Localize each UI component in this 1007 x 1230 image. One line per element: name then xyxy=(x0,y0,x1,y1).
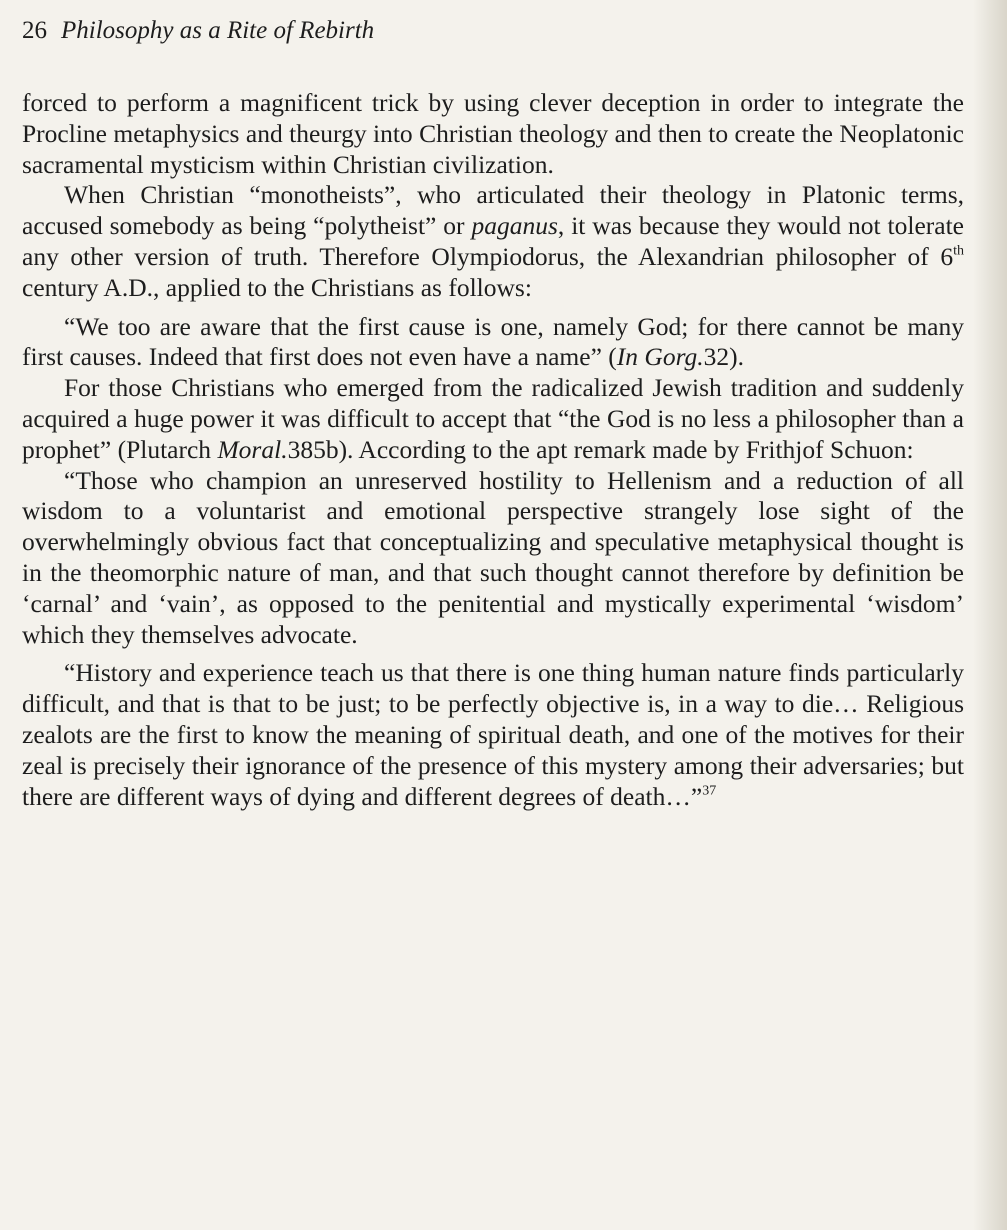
paragraph xyxy=(22,466,964,651)
body-text xyxy=(22,88,964,812)
text-run: 32). xyxy=(703,342,745,372)
superscript-text: 37 xyxy=(702,783,717,799)
italic-text: paganus xyxy=(471,211,558,241)
text-run: century A.D., applied to the Christians as follows: xyxy=(22,272,532,302)
text-run: “We too are aware that the first cause is one, namely God; for there cannot be many first causes. Indeed that first does not even have a name” ( xyxy=(22,311,964,372)
paragraph xyxy=(22,658,964,812)
text-run: When Christian “monotheists”, who articulated their theology in Platonic terms, accused somebody as being “polytheist” or xyxy=(22,180,964,241)
italic-text: In Gorg. xyxy=(616,342,704,372)
paragraph xyxy=(22,373,964,465)
text-run: , it was because they would not tolerate any other version of truth. Therefore Olympiodorus, the Alexandrian philosopher of 6 xyxy=(22,211,964,271)
paragraph xyxy=(22,312,964,374)
superscript-text: th xyxy=(953,243,964,259)
paragraph xyxy=(22,180,964,303)
running-title: Philosophy as a Rite of Rebirth xyxy=(61,17,375,44)
paragraph xyxy=(22,88,964,180)
text-run: For those Christians who emerged from the radicalized Jewish tradition and suddenly acquired a huge power it was difficult to accept that “the God is no less a philosopher than a prophet” (Plutarch xyxy=(22,373,964,464)
text-run: forced to perform a magnificent trick by using clever deception in order to integrate the Procline metaphysics and theurgy into Christian theology and then to create the Neoplatonic sacramental mysticism within Christian civilization. xyxy=(22,88,964,179)
page-edge-shadow xyxy=(973,0,1007,1230)
italic-text: Moral. xyxy=(217,434,288,464)
text-run: “History and experience teach us that there is one thing human nature finds particularly difficult, and that is that to be just; to be perfectly objective is, in a way to die… Religious zealots are the first to know the meaning of spiritual death, and one of the motives for their zeal is precisely their ignorance of the presence of this mystery among their adversaries; but there are different ways of dying and different degrees of death…” xyxy=(22,658,964,811)
page-number: 26 xyxy=(22,17,47,44)
text-run: 385b). According to the apt remark made by Frithjof Schuon: xyxy=(287,434,914,464)
text-run: “Those who champion an unreserved hostility to Hellenism and a reduction of all wisdom to a voluntarist and emotional perspective strangely lose sight of the overwhelmingly obvious fact that conceptualizing and speculative metaphysical thought is in the theomorphic nature of man, and that such thought cannot therefore by definition be ‘carnal’ and ‘vain’, as opposed to the penitential and mystically experimental ‘wisdom’ which they themselves advocate. xyxy=(22,465,964,649)
running-header xyxy=(22,14,374,48)
